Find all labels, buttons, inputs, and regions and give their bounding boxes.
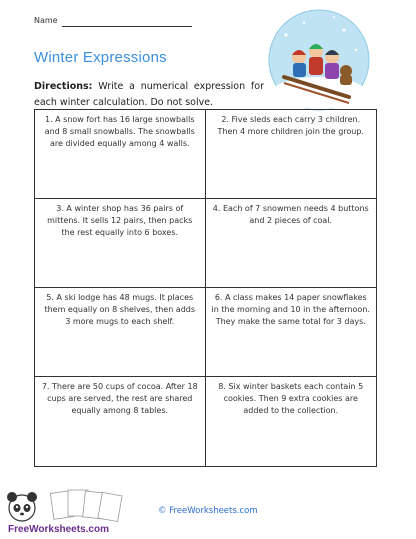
logo-text: FreeWorksheets.com (8, 524, 109, 535)
problem-cell: 1. A snow fort has 16 large snowballs and 8 small snowballs. The snowballs are divided equally among 4 walls. (35, 110, 206, 199)
page-title: Winter Expressions (34, 49, 167, 66)
footer-link[interactable]: © FreeWorksheets.com (158, 506, 258, 516)
problems-grid (34, 109, 377, 467)
problem-cell: 3. A winter shop has 36 pairs of mittens. It sells 12 pairs, then packs the rest equally into 6 boxes. (35, 199, 206, 288)
problem-cell: 5. A ski lodge has 48 mugs. It places them equally on 8 shelves, then adds 3 more mugs to each shelf. (35, 288, 206, 377)
sledding-illustration (264, 5, 374, 115)
name-label: Name (34, 16, 58, 25)
name-line (62, 26, 192, 27)
directions-body: Write a numerical expression for each winter calculation. Do not solve. (34, 81, 264, 108)
directions-label: Directions: (34, 81, 93, 92)
freeworksheets-logo (4, 486, 154, 536)
problem-cell: 4. Each of 7 snowmen needs 4 buttons and 2 pieces of coal. (206, 199, 377, 288)
worksheet-stack-icon (50, 490, 122, 522)
problem-cell: 8. Six winter baskets each contain 5 cookies. Then 9 extra cookies are added to the collection. (218, 382, 364, 415)
panda-icon (7, 492, 37, 521)
problem-cell: 7. There are 50 cups of cocoa. After 18 cups are served, the rest are shared equally among 8 tables. (35, 377, 206, 466)
directions-text (34, 79, 264, 111)
problem-cell: 6. A class makes 14 paper snowflakes in the morning and 10 in the afternoon. They make the same total for 3 days. (206, 288, 377, 377)
problem-cell: 2. Five sleds each carry 3 children. Then 4 more children join the group. (206, 110, 377, 199)
